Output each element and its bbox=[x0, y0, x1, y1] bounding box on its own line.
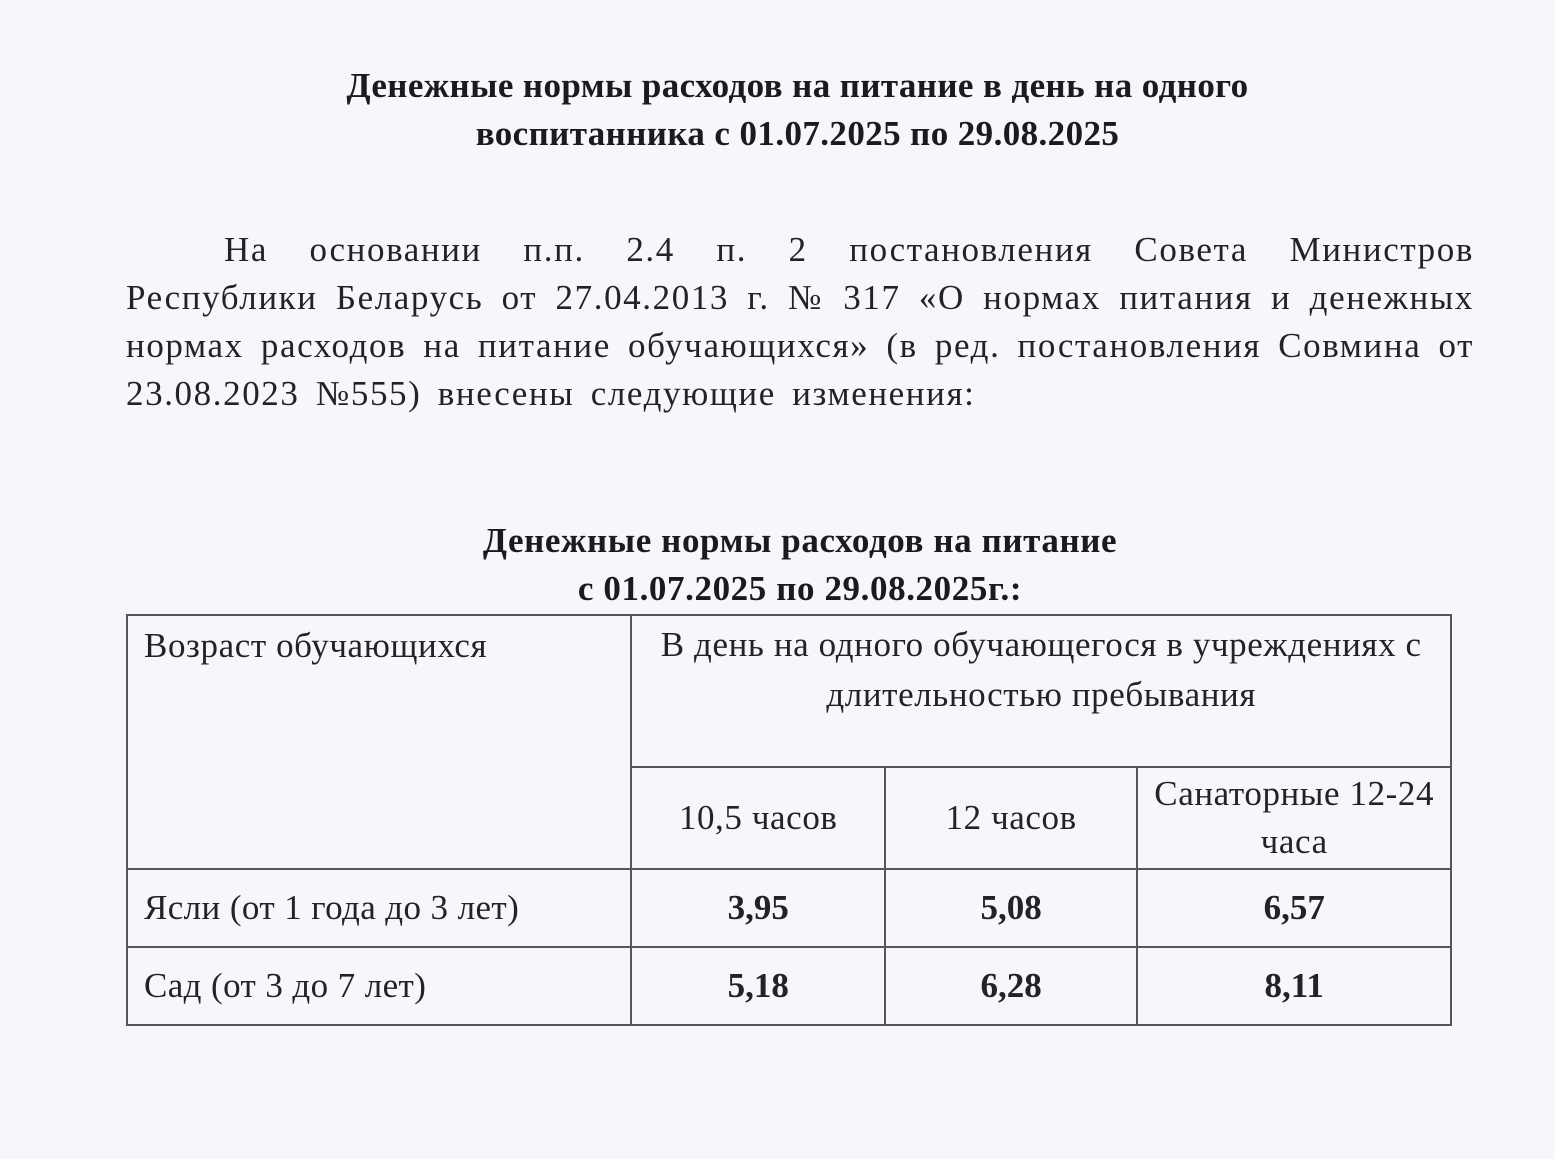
norm-value-cell: 8,11 bbox=[1137, 947, 1451, 1025]
per-day-header: В день на одного обучающегося в учреждениях с длительностью пребывания bbox=[631, 615, 1451, 767]
document-title-line-2: воспитанника с 01.07.2025 по 29.08.2025 bbox=[475, 114, 1120, 153]
duration-header: Санаторные 12-24 часа bbox=[1137, 767, 1451, 869]
intro-paragraph bbox=[126, 226, 1474, 418]
age-group-cell: Сад (от 3 до 7 лет) bbox=[127, 947, 631, 1025]
table-title-line-2: с 01.07.2025 по 29.08.2025г.: bbox=[577, 569, 1023, 608]
age-group-cell: Ясли (от 1 года до 3 лет) bbox=[127, 869, 631, 947]
document-title-line-1: Денежные нормы расходов на питание в день на одного bbox=[346, 66, 1249, 105]
norm-value-cell: 3,95 bbox=[631, 869, 884, 947]
norm-value-cell: 5,08 bbox=[885, 869, 1137, 947]
document-title bbox=[200, 62, 1395, 158]
duration-header: 10,5 часов bbox=[631, 767, 884, 869]
table-header-row bbox=[127, 615, 1451, 767]
table-row bbox=[127, 947, 1451, 1025]
norm-value-cell: 5,18 bbox=[631, 947, 884, 1025]
table-title bbox=[300, 517, 1300, 613]
table-title-line-1: Денежные нормы расходов на питание bbox=[482, 521, 1118, 560]
intro-paragraph-text: На основании п.п. 2.4 п. 2 постановления Совета Министров Республики Беларусь от 27.04.2013 г. № 317 «О нормах питания и денежных нормах расходов на питание обучающихся» (в ред. постановления Совмина от 23.08.2023 №555) внесены следующие изменения: bbox=[126, 230, 1474, 413]
duration-header: 12 часов bbox=[885, 767, 1137, 869]
table-row bbox=[127, 869, 1451, 947]
norm-value-cell: 6,57 bbox=[1137, 869, 1451, 947]
norms-table bbox=[126, 614, 1452, 1026]
age-column-header: Возраст обучающихся bbox=[127, 615, 631, 869]
norm-value-cell: 6,28 bbox=[885, 947, 1137, 1025]
